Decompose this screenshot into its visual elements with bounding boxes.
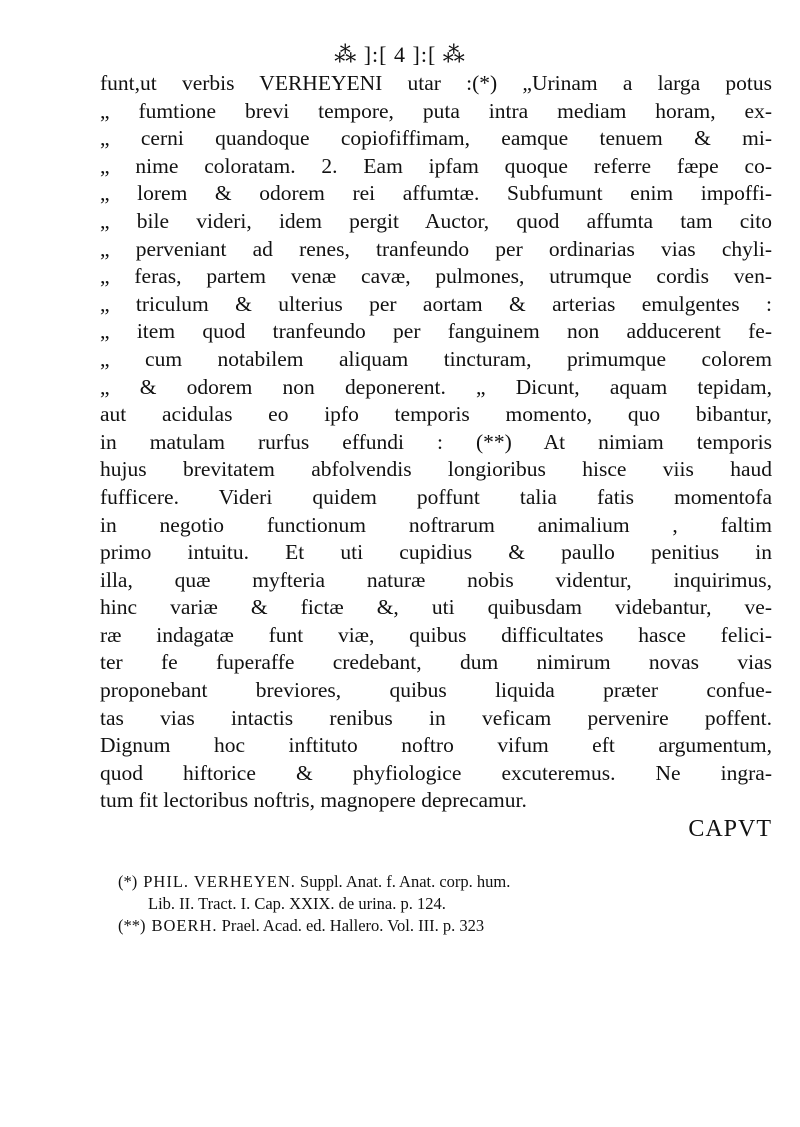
text-line: „ nime coloratam. 2. Eam ipfam quoque referre fæpe co- bbox=[100, 153, 772, 178]
text-line: ræ indagatæ funt viæ, quibus difficultates hasce felici- bbox=[100, 622, 772, 647]
text-line: in negotio functionum noftrarum animalium , faltim bbox=[100, 512, 772, 537]
text-line: funt,ut verbis VERHEYENI utar :(*) „Urinam a larga potus bbox=[100, 71, 772, 95]
text-line: ter fe fuperaffe credebant, dum nimirum novas vias bbox=[100, 650, 772, 675]
text-line: „ bile videri, idem pergit Auctor, quod affumta tam cito bbox=[100, 208, 772, 233]
footnote-author: BOERH. bbox=[151, 916, 218, 935]
text-line: „ perveniant ad renes, tranfeundo per ordinarias vias chyli- bbox=[100, 236, 772, 261]
text-line: Dignum hoc inftituto noftro vifum eft argumentum, bbox=[100, 733, 772, 758]
text-line: „ lorem & odorem rei affumtæ. Subfumunt enim impoffi- bbox=[100, 181, 772, 206]
footnote-line bbox=[118, 871, 778, 893]
chapter-heading: CAPVT bbox=[688, 816, 772, 842]
text-line: „ & odorem non deponerent. „ Dicunt, aquam tepidam, bbox=[100, 374, 772, 399]
text-line: hujus brevitatem abfolvendis longioribus hisce viis haud bbox=[100, 457, 772, 482]
footnote-line: Lib. II. Tract. I. Cap. XXIX. de urina. p. 124. bbox=[148, 894, 446, 913]
text-line: quod hiftorice & phyfiologice excuteremus. Ne ingra- bbox=[100, 760, 772, 785]
footnote-text: Prael. Acad. ed. Hallero. Vol. III. p. 323 bbox=[221, 916, 485, 935]
footnote-mark: (*) bbox=[118, 872, 138, 891]
text-line: illa, quæ myfteria naturæ nobis videntur, inquirimus, bbox=[100, 567, 772, 592]
text-line: „ cerni quandoque copiofiffimam, eamque tenuem & mi- bbox=[100, 126, 772, 151]
text-line: „ item quod tranfeundo per fanguinem non adducerent fe- bbox=[100, 319, 772, 344]
text-line: „ cum notabilem aliquam tincturam, primumque colorem bbox=[100, 346, 772, 371]
text-line: fufficere. Videri quidem poffunt talia fatis momentofa bbox=[100, 484, 772, 509]
footnote-mark: (**) bbox=[118, 916, 146, 935]
text-line: „ fumtione brevi tempore, puta intra mediam horam, ex- bbox=[100, 98, 772, 123]
footnotes bbox=[118, 871, 778, 937]
text-line: tas vias intactis renibus in veficam pervenire poffent. bbox=[100, 705, 772, 730]
footnote-text: Suppl. Anat. f. Anat. corp. hum. bbox=[300, 872, 511, 891]
text-line: in matulam rurfus effundi : (**) At nimiam temporis bbox=[100, 429, 772, 454]
footnote-author: PHIL. VERHEYEN. bbox=[143, 872, 296, 891]
text-line: proponebant breviores, quibus liquida præter confue- bbox=[100, 678, 772, 703]
running-head: ⁂ ]:[ 4 ]:[ ⁂ bbox=[334, 42, 466, 67]
text-line: tum fit lectoribus noftris, magnopere deprecamur. bbox=[100, 788, 527, 813]
text-line: aut acidulas eo ipfo temporis momento, quo bibantur, bbox=[100, 402, 772, 427]
text-line: primo intuitu. Et uti cupidius & paullo penitius in bbox=[100, 540, 772, 565]
text-line: hinc variæ & fictæ &, uti quibusdam videbantur, ve- bbox=[100, 595, 772, 620]
footnote-line bbox=[118, 915, 778, 937]
text-line: „ feras, partem venæ cavæ, pulmones, utrumque cordis ven- bbox=[100, 264, 772, 289]
text-line: „ triculum & ulterius per aortam & arterias emulgentes : bbox=[100, 291, 772, 316]
body-text bbox=[100, 70, 772, 815]
